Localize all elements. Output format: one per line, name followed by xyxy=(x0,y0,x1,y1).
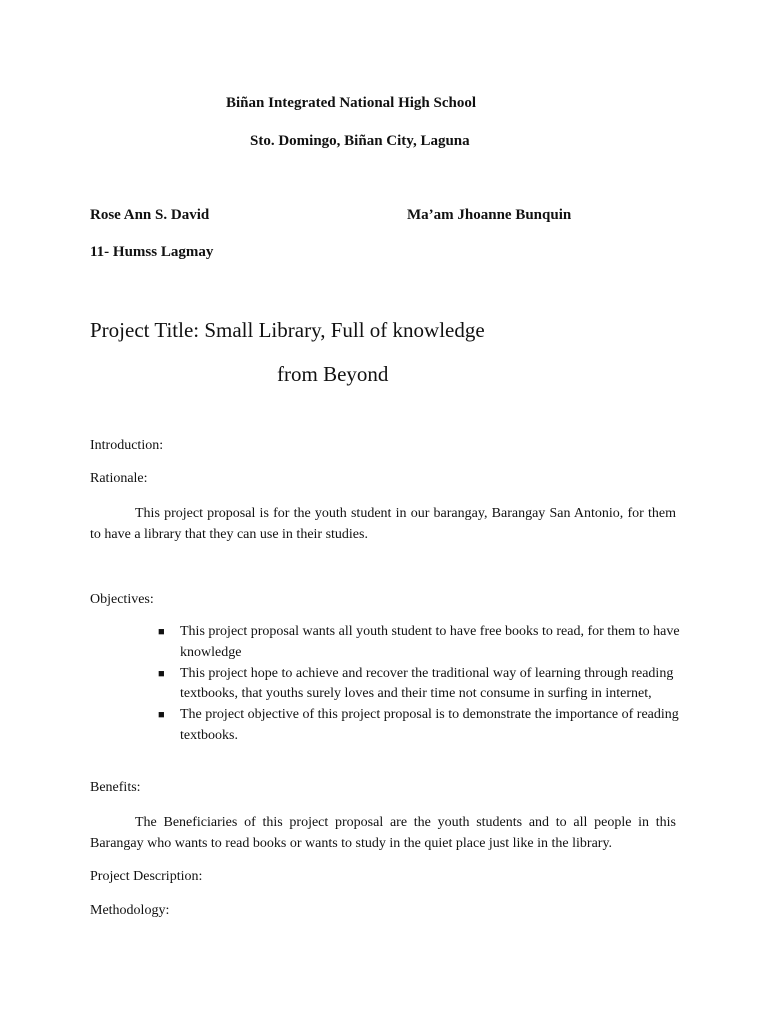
objectives-list xyxy=(90,622,680,747)
benefits-paragraph xyxy=(90,812,676,854)
list-item: ■ This project hope to achieve and recover the traditional way of learning through reading textbooks, that youths surely loves and their time not consume in surfing in internet, xyxy=(158,665,674,701)
list-item: ■ This project proposal wants all youth student to have free books to read, for them to have knowledge xyxy=(158,624,680,660)
bullet-icon: ■ xyxy=(158,709,165,721)
methodology-heading: Methodology: xyxy=(90,903,170,918)
rationale-heading: Rationale: xyxy=(90,471,148,486)
project-description-heading: Project Description: xyxy=(90,869,203,884)
benefits-heading: Benefits: xyxy=(90,780,141,795)
benefits-text: The Beneficiaries of this project proposal are the youth students and to all people in this Barangay who wants to read books or wants to study in the quiet place just like in the library. xyxy=(90,815,676,851)
bullet-icon: ■ xyxy=(158,626,165,638)
section-name: 11- Humss Lagmay xyxy=(90,244,214,260)
bullet-icon: ■ xyxy=(158,667,165,680)
project-title-line1: Project Title: Small Library, Full of knowledge xyxy=(90,318,485,342)
introduction-heading: Introduction: xyxy=(90,438,164,453)
school-address: Sto. Domingo, Biñan City, Laguna xyxy=(250,133,470,149)
rationale-text: This project proposal is for the youth student in our barangay, Barangay San Antonio, for them to have a library that they can use in their studies. xyxy=(90,506,676,542)
list-item: ■ The project objective of this project proposal is to demonstrate the importance of reading textbooks. xyxy=(158,707,679,743)
teacher-name: Ma’am Jhoanne Bunquin xyxy=(407,207,572,223)
project-title-line2: from Beyond xyxy=(277,362,389,386)
student-name: Rose Ann S. David xyxy=(90,207,210,223)
rationale-paragraph xyxy=(90,503,676,545)
school-name: Biñan Integrated National High School xyxy=(226,95,477,111)
objectives-heading: Objectives: xyxy=(90,592,154,607)
